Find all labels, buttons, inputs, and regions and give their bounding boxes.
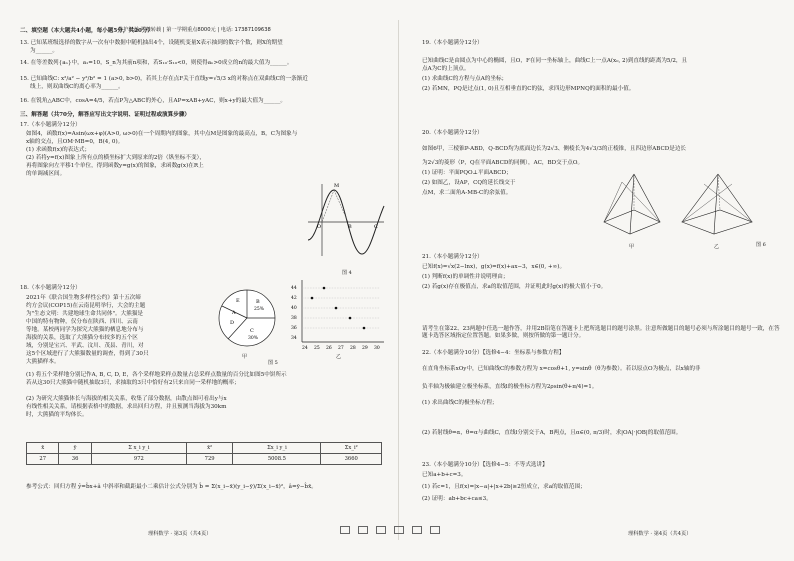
figure-6-label: 图 6 bbox=[756, 242, 766, 248]
question-17-line-4: (2) 若将y=f(x)图象上所有点的横坐标扩大到原来的2倍（纵坐标不变）， bbox=[26, 155, 205, 161]
page-mark bbox=[376, 526, 386, 534]
question-20-title: 20.（本小题满分12分） bbox=[422, 130, 483, 136]
page-mark bbox=[394, 526, 404, 534]
figure-5-scatter-plot bbox=[290, 278, 386, 352]
table-cell: 36 bbox=[59, 454, 91, 465]
question-22-line-1: 在直角坐标系xOy中，已知曲线C的参数方程为 x=cosθ+1, y=sinθ（θ为参数）。若以原点O为极点，以x轴的非 bbox=[422, 366, 701, 372]
scatter-ytick-36: 36 bbox=[291, 326, 297, 331]
pie-value-c: 30% bbox=[248, 336, 259, 341]
question-20-line-5: 点M，求二面角A-MB-C的余弦值。 bbox=[422, 190, 512, 196]
column-divider bbox=[398, 20, 399, 540]
pie-label-a: A bbox=[232, 310, 236, 316]
question-22-title: 22.（本小题满分10分）【选修4−4：坐标系与参数方程】 bbox=[422, 350, 565, 356]
origin-label: O bbox=[317, 224, 322, 230]
table-row bbox=[27, 454, 382, 465]
scatter-ytick-38: 38 bbox=[291, 316, 297, 321]
page-header: 维护权益 严禁转载 | 第一学期重点8000元 | 电话: 17387109638 bbox=[118, 27, 271, 33]
point-c-label: C bbox=[374, 224, 378, 230]
question-19-line-4: (2) 若MN，PQ是过点(1, 0)且互相垂直的C的弦，求四边形MPNQ的面积的最小值。 bbox=[422, 86, 635, 92]
table-cell: 972 bbox=[91, 454, 186, 465]
question-20-line-3: (1) 证明：平面PQO⊥平面ABCD； bbox=[422, 170, 512, 176]
question-18-line-9: 大熊猫样本。 bbox=[26, 359, 60, 365]
page-mark bbox=[358, 526, 368, 534]
question-18-line-5: 等地。某校两同学为探究大熊猫的栖息地分布与 bbox=[26, 327, 144, 333]
pie-value-b: 25% bbox=[254, 307, 265, 312]
question-18-line-7: 域，分别是宝兴、平武、汶川、茂县、青川，对 bbox=[26, 343, 144, 349]
question-19-line-1: 已知曲线C是由圆点为中心的椭圆，且O，F在同一坐标轴上，曲线C上一点A(x₀, 2)到直线的距离为5/2，且 bbox=[422, 58, 688, 64]
question-21-line-1: 已知f(x)=√x(2−lnx)，g(x)=f(x)+ax−3，x∈(0, +∞)。 bbox=[422, 264, 566, 270]
question-18-line-8: 这5个区域进行了大熊猫数量的调查，得到了30只 bbox=[26, 351, 149, 357]
figure-6-pyramid-b bbox=[678, 170, 758, 242]
section-fill-blank-title: 二、填空题（本大题共4小题，每小题5分，共20分） bbox=[20, 28, 154, 34]
question-23-title: 23.（本小题满分10分）【选修4−5：不等式选讲】 bbox=[422, 462, 548, 468]
page-footer-right: 理科数学 · 第4页（共4页） bbox=[628, 531, 692, 537]
question-21-line-2: (1) 判断f(x)的单调性并说明理由； bbox=[422, 274, 509, 280]
scatter-ytick-44: 44 bbox=[291, 286, 297, 291]
table-header-cell: Σx_i² bbox=[321, 443, 382, 454]
point-b-label: B bbox=[348, 224, 352, 230]
question-17-title: 17.（本小题满分12分） bbox=[20, 122, 81, 128]
scatter-xtick-24: 24 bbox=[302, 346, 308, 351]
scatter-point bbox=[349, 317, 352, 320]
question-17-line-3: (1) 求函数f(x)的表达式； bbox=[26, 147, 91, 153]
question-23-line-3: (2) 证明：ab+bc+ca≤3。 bbox=[422, 496, 492, 502]
question-23-line-2: (1) 若c=1，且f(x)=|x−a|+|x+2b|≥2恒成立，求a的取值范围； bbox=[422, 484, 586, 490]
table-header-row bbox=[27, 443, 382, 454]
scatter-xtick-26: 26 bbox=[326, 346, 332, 351]
question-19-line-2: 点A为C的上顶点。 bbox=[422, 66, 470, 72]
question-19-line-3: (1) 求曲线C的方程与点A的坐标； bbox=[422, 76, 508, 82]
table-cell: 3660 bbox=[321, 454, 382, 465]
point-m-label: M bbox=[334, 183, 340, 189]
scatter-figure-label: 乙 bbox=[336, 354, 342, 360]
pie-label-d: D bbox=[230, 320, 235, 326]
scatter-xtick-29: 29 bbox=[362, 346, 368, 351]
table-cell: 729 bbox=[186, 454, 232, 465]
pie-label-c: C bbox=[250, 328, 254, 334]
question-20-line-1: 如图6甲，三棱锥P-ABD，Q-BCD均为底面边长为2√3、侧棱长为4√3/3的正棱锥，且四边形ABCD是边长 bbox=[422, 146, 687, 152]
pie-label-e: E bbox=[236, 298, 240, 304]
question-17-line-6: 的单调减区间。 bbox=[26, 171, 66, 177]
section-solve-title: 三、解答题（共70分，解答应写出文字说明、证明过程或演算步骤） bbox=[20, 112, 191, 118]
scatter-point bbox=[363, 327, 366, 330]
figure-4-sine-graph bbox=[304, 178, 388, 260]
table-header-cell: Σ x_i y_i bbox=[91, 443, 186, 454]
table-header-cell: Σx_i y_i bbox=[233, 443, 321, 454]
question-16: 16. 在锐角△ABC中，cosA=4/5，若点P为△ABC的外心，且AP=xAB+yAC，则x+y的最大值为______。 bbox=[20, 98, 287, 104]
figure-5-label: 图 5 bbox=[268, 360, 278, 366]
question-17-line-1: 如图4，函数f(x)=Asin(ωx+φ)(A>0, ω>0)在一个周期内的图象，其中点M是图象的最高点，B，C为图象与 bbox=[26, 131, 298, 137]
figure-6-label-b: 乙 bbox=[714, 244, 720, 250]
scatter-point bbox=[335, 307, 338, 310]
figure-6-pyramid-a bbox=[600, 170, 666, 242]
question-18-title: 18.（本小题满分12分） bbox=[20, 285, 81, 291]
question-14: 14. 在等差数列{aₙ}中，a₁=10，S_n为其前n项和，若S₁₀·S₁₀<0，则使得aₙ>0成立的n的最大值为______。 bbox=[20, 60, 293, 66]
scatter-point bbox=[311, 297, 314, 300]
question-18-line-4: 中国的特有物种，仅分布在陕西、四川、云南 bbox=[26, 319, 138, 325]
scatter-point bbox=[323, 287, 326, 290]
question-19-title: 19.（本小题满分12分） bbox=[422, 40, 483, 46]
question-18-line-13: 有线性相关关系，请根据表格中的数据，求出回归方程，并且预测当海拔为30km bbox=[26, 404, 227, 410]
question-22-line-3: (1) 求出曲线C的极坐标方程； bbox=[422, 400, 498, 406]
question-15-continued: 线上，则双曲线C的离心率为______。 bbox=[30, 84, 124, 90]
scatter-xtick-28: 28 bbox=[350, 346, 356, 351]
question-18-line-10: (1) 将五个采样地分别记作A, B, C, D, E，各个采样地采样点数量占总采样点数量的百分比如图5中饼所示 bbox=[26, 372, 287, 378]
pie-figure-label: 甲 bbox=[242, 354, 248, 360]
question-21-title: 21.（本小题满分12分） bbox=[422, 254, 483, 260]
question-20-line-4: (2) 如图乙，设AP，CQ的延长线交于 bbox=[422, 180, 516, 186]
question-22-line-4: (2) 若射线θ=α，θ=α与曲线C，直线l分别交于A，B两点，且α∈(0, π/3)时，求|OA|·|OB|的取值范围。 bbox=[422, 430, 682, 436]
question-23-line-1: 已知a+b+c=3。 bbox=[422, 472, 467, 478]
scatter-ytick-40: 40 bbox=[291, 306, 297, 311]
figure-4-label: 图 4 bbox=[342, 270, 352, 276]
question-18-line-14: 时，大熊猫的平均体长。 bbox=[26, 412, 88, 418]
statistics-table bbox=[26, 442, 382, 465]
right-column bbox=[404, 0, 786, 561]
question-13: 13. 已知某班级选择的数字从一次有中数据中随机抽出4个，设随机变量X表示抽到的数字个数，则X的期望 bbox=[20, 40, 283, 46]
table-header-cell: x̄ bbox=[27, 443, 59, 454]
figure-5-pie-chart bbox=[212, 286, 282, 352]
scatter-xtick-27: 27 bbox=[338, 346, 344, 351]
scatter-ytick-34: 34 bbox=[291, 336, 297, 341]
scatter-ytick-42: 42 bbox=[291, 296, 297, 301]
question-18-line-6: 海拔的关系，选取了大熊猫分布较多的五个区 bbox=[26, 335, 138, 341]
scatter-xtick-30: 30 bbox=[374, 346, 380, 351]
table-header-cell: ȳ bbox=[59, 443, 91, 454]
table-cell: 27 bbox=[27, 454, 59, 465]
scatter-xtick-25: 25 bbox=[314, 346, 320, 351]
reference-formula: 参考公式：回归方程 ŷ=b̂x+â 中斜率和截距最小二乘估计公式分别为 b̂ = Σ(x_i−x̄)(y_i−ȳ)/Σ(x_i−x̄)²，â=ȳ−b̂x̄。 bbox=[26, 484, 317, 490]
question-17-line-2: x轴的交点，且OM·MB=0，B(4, 0)。 bbox=[26, 139, 124, 145]
table-cell: 5008.5 bbox=[233, 454, 321, 465]
question-18-line-1: 2021年《联合国生物多样性公约》第十五次缔 bbox=[26, 295, 141, 301]
question-18-line-2: 约方会议(COP15)在云南昆明举行，大会的主题 bbox=[26, 303, 146, 309]
question-21-line-3: (2) 若g(x)存在极值点，求a的取值范围，并证明此时g(x)的极大值小于0。 bbox=[422, 284, 607, 290]
page-footer-left: 理科数学 · 第3页（共4页） bbox=[148, 531, 212, 537]
question-20-line-2: 为2√3的菱形（P，Q在平面ABCD的同侧），AC，BD交于点O。 bbox=[422, 160, 584, 166]
pie-label-b: B bbox=[256, 299, 260, 305]
question-18-line-12: (2) 为研究大熊猫体长与海拔的相关关系，收集了部分数据，由散点图可看出y与x bbox=[26, 396, 227, 402]
choose-question-note: 请考生在第22、23两题中任选一题作答，并用2B铅笔在答题卡上把所选题目的题号涂黑。注意所做题目的题号必须与所涂题目的题号一致，在答题卡选答区域指定位置答题。如果多做，则按所做的第一题计分。 bbox=[422, 326, 780, 339]
page-mark bbox=[340, 526, 350, 534]
table-header-cell: x̄² bbox=[186, 443, 232, 454]
question-18-line-3: 为"生态文明：共建地球生命共同体"。大熊猫是 bbox=[26, 311, 144, 317]
question-13-continued: 为______。 bbox=[30, 48, 58, 54]
question-15: 15. 已知曲线C: x²/a² − y²/b² = 1 (a>0, b>0)，若其上存在点F关于直线y=√5/3 x的对称点在双曲线C的一条渐近 bbox=[20, 76, 308, 82]
left-column bbox=[8, 0, 390, 561]
question-18-line-11: 若从这30只大熊猫中随机抽取3只，求抽取的3只中恰好有2只来自同一采样地的概率； bbox=[26, 380, 240, 386]
question-22-line-2: 负半轴为极轴建立极坐标系，直线l的极坐标方程为2ρsin(θ+π/4)=1。 bbox=[422, 384, 598, 390]
question-17-line-5: 再将图象向左平移1个单位，得到函数y=g(x)的图象，求函数g(x)在R上 bbox=[26, 163, 204, 169]
figure-6-label-a: 甲 bbox=[629, 244, 635, 250]
